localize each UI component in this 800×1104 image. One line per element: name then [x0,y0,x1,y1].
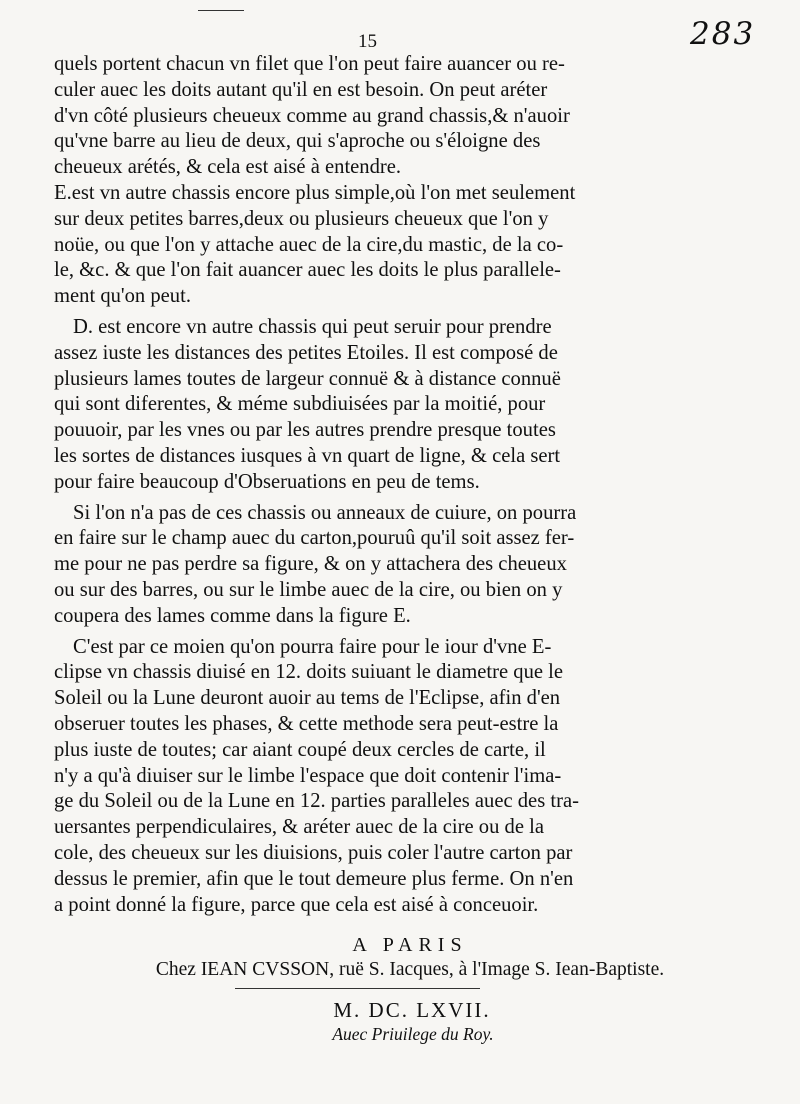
imprint-privilege: Auec Priuilege du Roy. [332,1024,494,1044]
imprint-city: A PARIS [352,934,468,956]
text-line: plus iuste de toutes; car aiant coupé deux cercles de carte, il [54,738,546,761]
text-line: Si l'on n'a pas de ces chassis ou anneaux de cuiure, on pourra [73,501,577,524]
text-line: ge du Soleil ou de la Lune en 12. parties paralleles auec des tra- [54,790,579,813]
text-line: ou sur des barres, ou sur le limbe auec de la cire, ou bien on y [54,578,563,601]
text-line: cheueux arétés, & cela est aisé à entendre. [54,156,402,179]
body-text [54,52,674,918]
text-line: a point donné la figure, parce que cela est aisé à conceuoir. [54,893,539,916]
text-line: ment qu'on peut. [54,285,191,308]
text-line: coupera des lames comme dans la figure E. [54,604,411,627]
text-line: culer auec les doits autant qu'il en est besoin. On peut aréter [54,78,548,101]
text-line: qui sont diferentes, & méme subdiuisées par la moitié, pour [54,393,546,416]
text-line: Soleil ou la Lune deuront auoir au tems de l'Eclipse, afin d'en [54,687,561,710]
text-line: d'vn côté plusieurs cheueux comme au grand chassis,& n'auoir [54,104,570,127]
text-line: qu'vne barre au lieu de deux, qui s'aproche ou s'éloigne des [54,130,541,153]
imprint-divider [235,988,480,989]
text-line: les sortes de distances iusques à vn quart de ligne, & cela sert [54,444,561,467]
text-line: clipse vn chassis diuisé en 12. doits suiuant le diametre que le [54,661,564,684]
text-line: sur deux petites barres,deux ou plusieurs cheueux que l'on y [54,207,549,230]
imprint-publisher: Chez IEAN CVSSON, ruë S. Iacques, à l'Image S. Iean-Baptiste. [155,959,665,980]
text-line: obseruer toutes les phases, & cette methode sera peut-estre la [54,712,559,735]
text-line: D. est encore vn autre chassis qui peut seruir pour prendre [73,315,552,338]
text-line: noüe, ou que l'on y attache auec de la cire,du mastic, de la co- [54,233,564,256]
text-line: pour faire beaucoup d'Obseruations en peu de tems. [54,470,480,493]
text-line: me pour ne pas perdre sa figure, & on y attachera des cheueux [54,553,567,576]
text-line: C'est par ce moien qu'on pourra faire pour le iour d'vne E- [73,635,552,658]
text-line: uersantes perpendiculaires, & aréter auec de la cire ou de la [54,816,544,839]
text-line: n'y a qu'à diuiser sur le limbe l'espace que doit contenir l'ima- [54,764,562,787]
text-line: en faire sur le champ auec du carton,pouruû qu'il soit assez fer- [54,527,575,550]
imprint-year: M. DC. LXVII. [333,998,491,1022]
text-line: dessus le premier, afin que le tout demeure plus ferme. On n'en [54,867,574,890]
text-line: assez iuste les distances des petites Etoiles. Il est composé de [54,341,558,364]
handwritten-folio-number: 283 [690,16,756,52]
text-line: quels portent chacun vn filet que l'on peut faire auancer ou re- [54,53,565,75]
text-line: plusieurs lames toutes de largeur connuë & à distance connuë [54,367,561,390]
text-line: le, &c. & que l'on fait auancer auec les doits le plus parallele- [54,259,561,282]
text-line: pouuoir, par les vnes ou par les autres prendre presque toutes [54,419,556,442]
text-line: cole, des cheueux sur les diuisions, puis coler l'autre carton par [54,841,573,864]
top-mark [198,10,244,11]
text-line: E.est vn autre chassis encore plus simple,où l'on met seulement [54,181,576,204]
page-number: 15 [358,31,377,52]
